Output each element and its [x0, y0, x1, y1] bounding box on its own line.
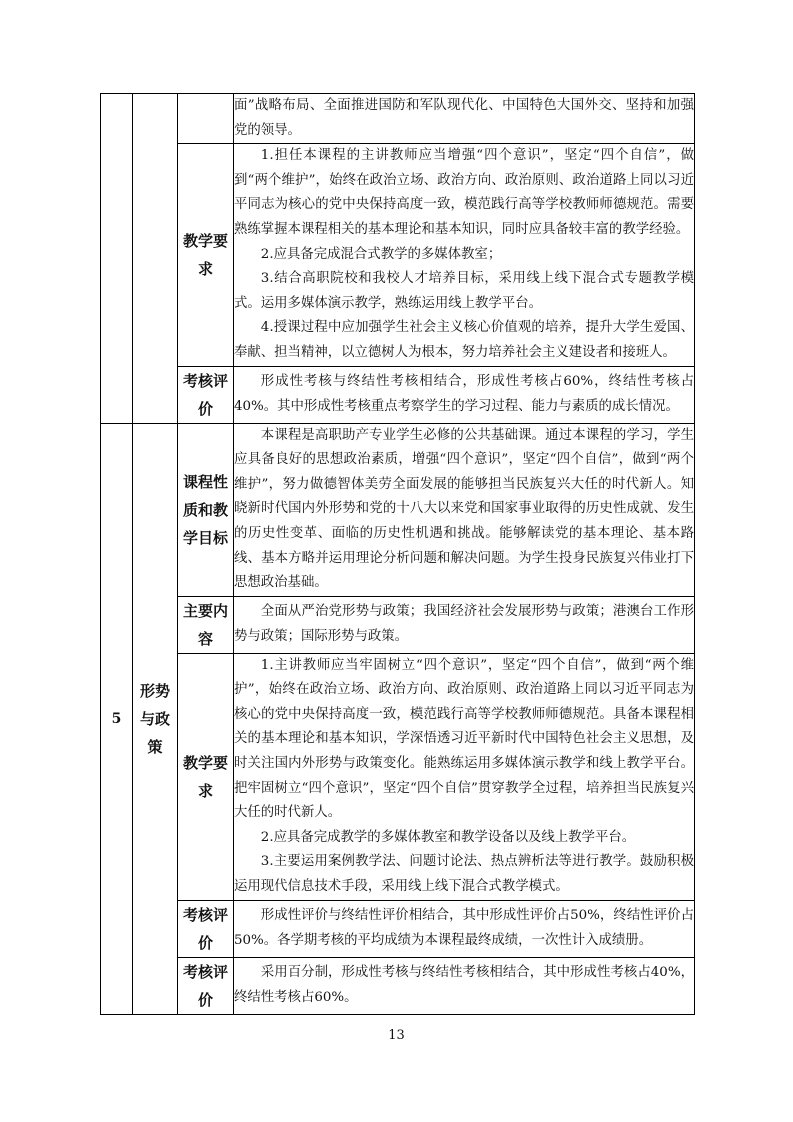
prev-assessment-text	[234, 366, 695, 423]
content-label: 主要内容	[178, 596, 234, 653]
prev-course-name-cell	[133, 94, 178, 424]
prev-course-no-cell	[101, 94, 133, 424]
assessment2-label: 考核评价	[178, 957, 234, 1014]
teaching-req-text	[234, 653, 695, 900]
content-paragraph: 全面从严治党形势与政策；我国经济社会发展形势与政策；港澳台工作形势与政策；国际形势与政策。	[234, 604, 694, 644]
prev-teaching-req-item: 4.授课过程中应加强学生社会主义核心价值观的培养，提升大学生爱国、奉献、担当精神，以立德树人为根本，努力培养社会主义建设者和接班人。	[234, 320, 694, 360]
course-name: 形势与政策	[133, 423, 178, 1014]
curriculum-table	[100, 93, 695, 1015]
teaching-req-item: 1.主讲教师应当牢固树立“四个意识”，坚定“四个自信”，做到“两个维护”，始终在政治立场、政治方向、政治原则、政治道路上同以习近平同志为核心的党中央保持高度一致，模范践行高等学校教师师德规范。具备本课程相关的基本理论和基本知识，学深悟透习近平新时代中国特色社会主义思想，及时关注国内外形势与政策变化。能熟练运用多媒体演示教学和线上教学平台。把牢固树立“四个意识”，坚定“四个自信”贯穿教学全过程，培养担当民族复兴大任的时代新人。	[234, 657, 694, 821]
assessment2-text	[234, 957, 695, 1014]
table-row	[101, 653, 695, 900]
table-row	[101, 366, 695, 423]
teaching-req-item: 3.主要运用案例教学法、问题讨论法、热点辨析法等进行教学。鼓励积极运用现代信息技术手段，采用线上线下混合式教学模式。	[234, 854, 694, 895]
prev-teaching-req-text	[234, 144, 695, 366]
content-text	[234, 596, 695, 653]
prev-teaching-req-item: 2.应具备完成混合式教学的多媒体教室；	[260, 246, 502, 262]
assessment2-paragraph: 采用百分制，形成性考核与终结性考核相结合，其中形成性考核占40%，终结性考核占60%。	[234, 965, 694, 1005]
nature-text	[234, 423, 695, 596]
continued-label-cell	[178, 94, 234, 144]
assessment1-paragraph: 形成性评价与终结性评价相结合，其中形成性评价占50%，终结性评价占50%。各学期考核的平均成绩为本课程最终成绩，一次性计入成绩册。	[234, 908, 694, 948]
continued-text: 面”战略布局、全面推进国防和军队现代化、中国特色大国外交、坚持和加强党的领导。	[234, 98, 694, 138]
prev-assessment-label: 考核评价	[178, 366, 234, 423]
prev-teaching-req-item: 3.结合高职院校和我校人才培养目标，采用线上线下混合式专题教学模式。运用多媒体演示教学，熟练运用线上教学平台。	[234, 271, 694, 311]
assessment1-label: 考核评价	[178, 900, 234, 957]
nature-label: 课程性质和教学目标	[178, 423, 234, 596]
page-number: 13	[388, 1028, 405, 1043]
assessment1-text	[234, 900, 695, 957]
continued-text-cell	[234, 94, 695, 144]
table-row	[101, 144, 695, 366]
table-row	[101, 423, 695, 596]
table-row	[101, 596, 695, 653]
table-row	[101, 957, 695, 1014]
teaching-req-item: 2.应具备完成教学的多媒体教室和教学设备以及线上教学平台。	[260, 829, 636, 845]
prev-teaching-req-label: 教学要求	[178, 144, 234, 366]
teaching-req-label: 教学要求	[178, 653, 234, 900]
table-row	[101, 94, 695, 144]
prev-teaching-req-item: 1.担任本课程的主讲教师应当增强“四个意识”，坚定“四个自信”，做到“两个维护”，始终在政治立场、政治方向、政治原则、政治道路上同以习近平同志为核心的党中央保持高度一致，模范践行高等学校教师师德规范。需要熟练掌握本课程相关的基本理论和基本知识，同时应具备较丰富的教学经验。	[234, 148, 694, 237]
course-number: 5	[101, 423, 133, 1014]
nature-paragraph: 本课程是高职助产专业学生必修的公共基础课。通过本课程的学习，学生应具备良好的思想政治素质，增强“四个意识”，坚定“四个自信”，做到“两个维护”，努力做德智体美劳全面发展的能够担当民族复兴大任的时代新人。知晓新时代国内外形势和党的十八大以来党和国家事业取得的历史性成就、发生的历史性变革、面临的历史性机遇和挑战。能够解读党的基本理论、基本路线、基本方略并运用理论分析问题和解决问题。为学生投身民族复兴伟业打下思想政治基础。	[234, 427, 694, 591]
prev-assessment-paragraph: 形成性考核与终结性考核相结合，形成性考核占60%，终结性考核占40%。其中形成性考核重点考察学生的学习过程、能力与素质的成长情况。	[234, 373, 694, 414]
table-row	[101, 900, 695, 957]
